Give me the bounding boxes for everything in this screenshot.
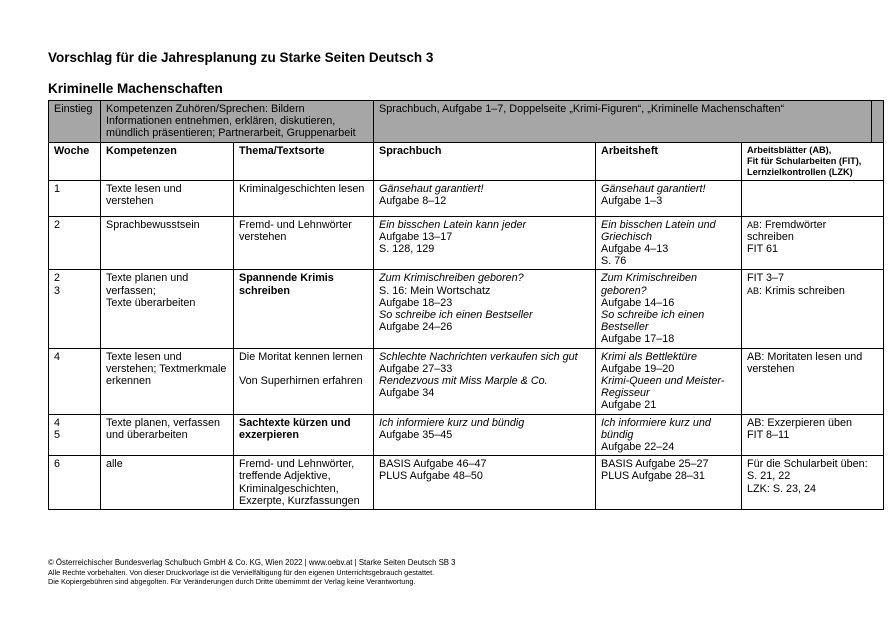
header-woche: Woche (49, 142, 101, 180)
footer-line: Die Kopiergebühren sind abgegolten. Für Veränderungen durch Dritte übernimmt der Verlag keine Verantwortung. (48, 577, 416, 587)
header-sprachbuch: Sprachbuch (374, 142, 596, 180)
table-row (49, 414, 884, 456)
cell-woche: 1 (49, 180, 101, 216)
cell-thema: Fremd- und Lehnwörter verstehen (234, 216, 374, 270)
cell-woche: 4 5 (49, 414, 101, 456)
planning-table (48, 100, 884, 510)
cell-arbeitsheft: Krimi als Bettlektüre Aufgabe 19–20 Krimi-Queen und Meister- Regisseur Aufgabe 21 (596, 348, 742, 414)
cell-woche: 4 (49, 348, 101, 414)
cell-arbeitsblaetter: AB: Exzerpieren üben FIT 8–11 (742, 414, 884, 456)
header-arbeitsheft: Arbeitsheft (596, 142, 742, 180)
cell-thema: Sachtexte kürzen und exzerpieren (234, 414, 374, 456)
cell-kompetenzen: Texte lesen und verstehen; Textmerkmale erkennen (101, 348, 234, 414)
cell-kompetenzen: Texte lesen und verstehen (101, 180, 234, 216)
cell-kompetenzen: Texte planen, verfassen und überarbeiten (101, 414, 234, 456)
cell-kompetenzen: Texte planen und verfassen; Texte überarbeiten (101, 270, 234, 348)
cell-woche: 2 3 (49, 270, 101, 348)
cell-kompetenzen: alle (101, 456, 234, 510)
footer-line: © Österreichischer Bundesverlag Schulbuch GmbH & Co. KG, Wien 2022 | www.oebv.at | Starke Seiten Deutsch SB 3 (48, 558, 456, 567)
cell-arbeitsheft: BASIS Aufgabe 25–27 PLUS Aufgabe 28–31 (596, 456, 742, 510)
header-kompetenzen: Kompetenzen (101, 142, 234, 180)
header-thema: Thema/Textsorte (234, 142, 374, 180)
cell-arbeitsblaetter: AB: Fremdwörter schreiben FIT 61 (742, 216, 884, 270)
intro-kompetenzen: Kompetenzen Zuhören/Sprechen: Bildern Informationen entnehmen, erklären, diskutieren, mündlich präsentieren; Partnerarbeit, Gruppenarbeit (101, 101, 374, 143)
cell-thema: Spannende Krimis schreiben (234, 270, 374, 348)
cell-arbeitsheft: Ich informiere kurz und bündig Aufgabe 22–24 (596, 414, 742, 456)
cell-woche: 6 (49, 456, 101, 510)
intro-label: Einstieg (49, 101, 101, 143)
cell-thema: Kriminalgeschichten lesen (234, 180, 374, 216)
header-row (49, 142, 884, 180)
intro-strip (872, 101, 884, 143)
table-row (49, 270, 884, 348)
cell-arbeitsblaetter: FIT 3–7 AB: Krimis schreiben (742, 270, 884, 348)
table-row (49, 180, 884, 216)
section-title: Kriminelle Machenschaften (48, 81, 223, 96)
cell-arbeitsblaetter (742, 180, 884, 216)
cell-arbeitsblaetter: Für die Schularbeit üben: S. 21, 22 LZK: S. 23, 24 (742, 456, 884, 510)
cell-arbeitsheft: Ein bisschen Latein und Griechisch Aufgabe 4–13 S. 76 (596, 216, 742, 270)
cell-sprachbuch: Schlechte Nachrichten verkaufen sich gut Aufgabe 27–33 Rendezvous mit Miss Marple & Co. Aufgabe 34 (374, 348, 596, 414)
copyright-footer (48, 558, 455, 587)
table-row (49, 348, 884, 414)
cell-sprachbuch: BASIS Aufgabe 46–47 PLUS Aufgabe 48–50 (374, 456, 596, 510)
cell-sprachbuch: Gänsehaut garantiert! Aufgabe 8–12 (374, 180, 596, 216)
cell-kompetenzen: Sprachbewusstsein (101, 216, 234, 270)
cell-sprachbuch: Ein bisschen Latein kann jeder Aufgabe 13–17 S. 128, 129 (374, 216, 596, 270)
cell-sprachbuch: Ich informiere kurz und bündig Aufgabe 35–45 (374, 414, 596, 456)
intro-material: Sprachbuch, Aufgabe 1–7, Doppelseite „Krimi-Figuren“, „Kriminelle Machenschaften“ (374, 101, 872, 143)
cell-woche: 2 (49, 216, 101, 270)
document-title: Vorschlag für die Jahresplanung zu Starke Seiten Deutsch 3 (48, 50, 434, 65)
table-row (49, 216, 884, 270)
header-arbeitsblaetter: Arbeitsblätter (AB), Fit für Schularbeiten (FIT), Lernzielkontrollen (LZK) (742, 142, 884, 180)
cell-arbeitsheft: Zum Krimischreiben geboren? Aufgabe 14–16 So schreibe ich einen Bestseller Aufgabe 17–18 (596, 270, 742, 348)
cell-arbeitsheft: Gänsehaut garantiert! Aufgabe 1–3 (596, 180, 742, 216)
cell-thema: Fremd- und Lehnwörter, treffende Adjektive, Kriminalgeschichten, Exzerpte, Kurzfassungen (234, 456, 374, 510)
cell-sprachbuch: Zum Krimischreiben geboren? S. 16: Mein Wortschatz Aufgabe 18–23 So schreibe ich einen Bestseller Aufgabe 24–26 (374, 270, 596, 348)
cell-arbeitsblaetter: AB: Moritaten lesen und verstehen (742, 348, 884, 414)
table-row (49, 456, 884, 510)
cell-thema: Die Moritat kennen lernen Von Superhirnen erfahren (234, 348, 374, 414)
intro-row (49, 101, 884, 143)
footer-line: Alle Rechte vorbehalten. Von dieser Druckvorlage ist die Vervielfältigung für den eigenen Unterrichtsgebrauch gestattet. (48, 567, 435, 577)
